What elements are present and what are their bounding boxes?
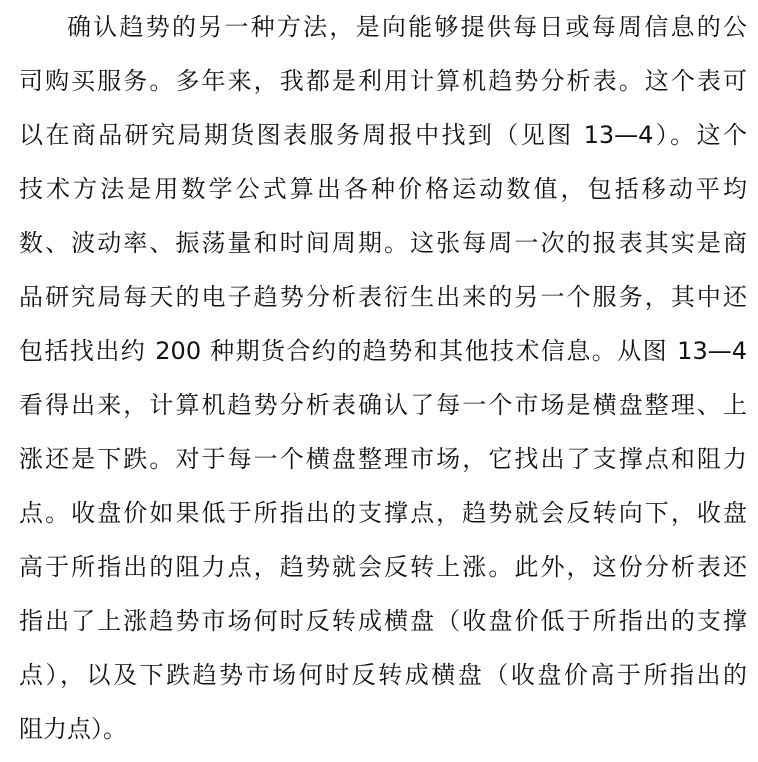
text-line: 品研究局每天的电子趋势分析表衍生出来的另一个服务，其中还 [19,283,747,311]
text-line: 指出了上涨趋势市场何时反转成横盘（收盘价低于所指出的支撑 [19,607,747,635]
text-line: 点。收盘价如果低于所指出的支撑点，趋势就会反转向下，收盘 [19,499,747,527]
text-line: 技术方法是用数学公式算出各种价格运动数值，包括移动平均 [19,175,747,203]
text-line: 涨还是下跌。对于每一个横盘整理市场，它找出了支撑点和阻力 [19,445,747,473]
text-line: 确认趋势的另一种方法，是向能够提供每日或每周信息的公 [67,13,747,41]
text-line: 高于所指出的阻力点，趋势就会反转上涨。此外，这份分析表还 [19,553,747,581]
text-line: 阻力点）。 [19,715,127,743]
text-line: 司购买服务。多年来，我都是利用计算机趋势分析表。这个表可 [19,67,747,95]
text-line: 看得出来，计算机趋势分析表确认了每一个市场是横盘整理、上 [19,391,747,419]
paragraph [19,6,747,762]
text-line: 点），以及下跌趋势市场何时反转成横盘（收盘价高于所指出的 [19,661,747,689]
text-line: 包括找出约 200 种期货合约的趋势和其他技术信息。从图 13—4 [19,337,747,365]
text-line: 数、波动率、振荡量和时间周期。这张每周一次的报表其实是商 [19,229,747,257]
text-line: 以在商品研究局期货图表服务周报中找到（见图 13—4）。这个 [19,121,747,149]
